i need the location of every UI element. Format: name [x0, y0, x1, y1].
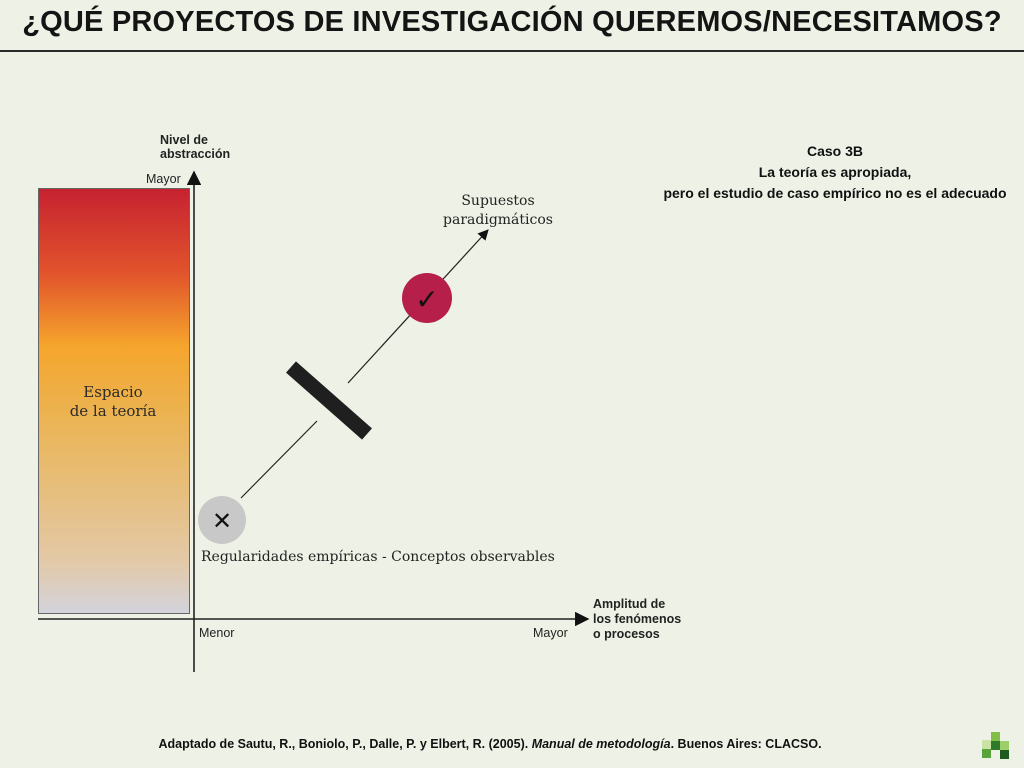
x-axis-right-label: Mayor — [533, 626, 568, 640]
case-line-2: La teoría es apropiada, — [758, 164, 912, 180]
case-title: Caso 3B — [806, 143, 864, 159]
x-axis-title-2: los fenómenos — [593, 612, 682, 626]
blocking-bar — [291, 367, 367, 434]
y-axis-top-label: Mayor — [146, 172, 181, 186]
x-axis-left-label: Menor — [199, 626, 235, 640]
check-icon: ✓ — [415, 283, 439, 316]
citation-footer — [0, 737, 980, 751]
citation-book: Manual de metodología — [531, 737, 671, 751]
diagonal-lower-segment — [241, 421, 317, 498]
x-axis-title — [593, 597, 681, 642]
theory-space-label-1: Espacio — [83, 383, 143, 401]
corner-squares-logo — [982, 732, 1008, 758]
top-concept-label-2: paradigmáticos — [443, 212, 553, 228]
cross-icon: ✕ — [211, 507, 233, 535]
y-axis-title-1: Nivel de — [160, 133, 208, 147]
bottom-concept-label: Regularidades empíricas - Conceptos observables — [201, 549, 555, 565]
citation-suffix: . Buenos Aires: CLACSO. — [670, 737, 822, 751]
citation-prefix: Adaptado de Sautu, R., Boniolo, P., Dalle, P. y Elbert, R. (2005). — [158, 737, 532, 751]
top-concept-label-1: Supuestos — [461, 193, 535, 209]
y-axis-title-2: abstracción — [160, 147, 231, 161]
case-line-3: pero el estudio de caso empírico no es el adecuado — [663, 185, 1007, 201]
x-axis-title-3: o procesos — [593, 627, 660, 641]
x-axis-title-1: Amplitud de — [593, 597, 666, 611]
slide-title: ¿QUÉ PROYECTOS DE INVESTIGACIÓN QUEREMOS/NECESITAMOS? — [22, 6, 1002, 38]
theory-space-label-2: de la teoría — [69, 402, 157, 420]
top-concept-label — [438, 192, 558, 230]
y-axis-title — [160, 133, 230, 161]
